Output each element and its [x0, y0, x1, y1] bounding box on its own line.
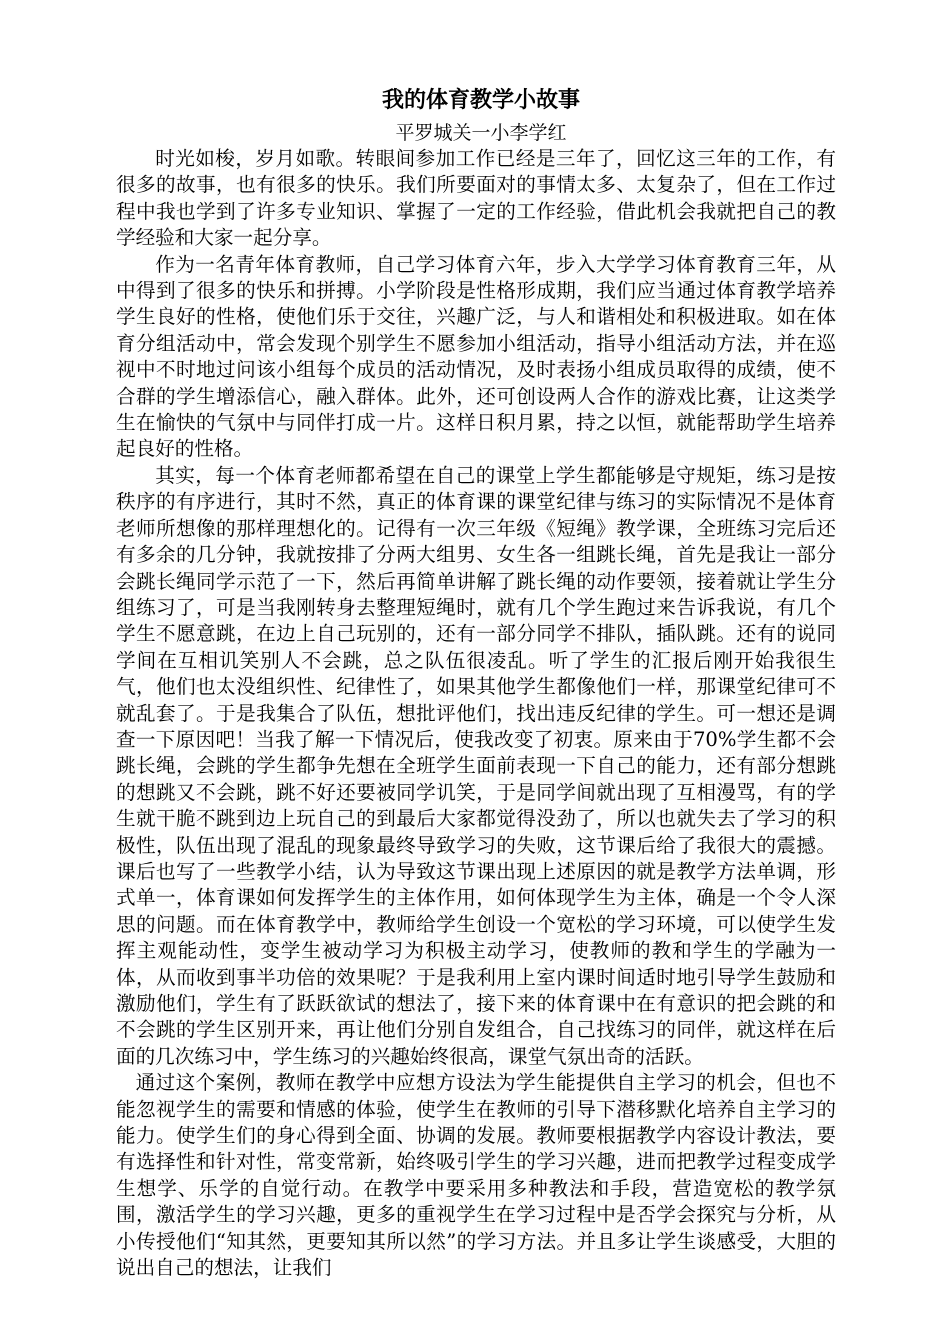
paragraph-4: 通过这个案例，教师在教学中应想方设法为学生能提供自主学习的机会，但也不能忽视学生的需要和情感的体验，使学生在教师的引导下潜移默化培养自主学习的能力。使学生们的身心得到全面、协调的发展。教师要根据教学内容设计教法，要有选择性和针对性，常变常新，始终吸引学生的学习兴趣，进而把教学过程变成学生想学、乐学的自觉行动。在教学中要采用多种教法和手段，营造宽松的教学氛围，激活学生的学习兴趣，更多的重视学生在学习过程中是否学会探究与分析，从小传授他们“知其然，更要知其所以然”的学习方法。并且多让学生谈感受，大胆的说出自己的想法，让我们 — [116, 1071, 836, 1280]
paragraph-3: 其实，每一个体育老师都希望在自己的课堂上学生都能够是守规矩，练习是按秩序的有序进行，其时不然，真正的体育课的课堂纪律与练习的实际情况不是体育老师所想像的那样理想化的。记得有一次三年级《短绳》教学课，全班练习完后还有多余的几分钟，我就按排了分两大组男、女生各一组跳长绳，首先是我让一部分会跳长绳同学示范了一下，然后再简单讲解了跳长绳的动作要领，接着就让学生分组练习了，可是当我刚转身去整理短绳时，就有几个学生跑过来告诉我说，有几个学生不愿意跳，在边上自己玩别的，还有一部分同学不排队，插队跳。还有的说同学间在互相讥笑别人不会跳，总之队伍很凌乱。听了学生的汇报后刚开始我很生气，他们也太没组织性、纪律性了，如果其他学生都像他们一样，那课堂纪律可不就乱套了。于是我集合了队伍，想批评他们，找出违反纪律的学生。可一想还是调查一下原因吧！当我了解一下情况后，使我改变了初衷。原来由于70%学生都不会跳长绳，会跳的学生都争先想在全班学生面前表现一下自己的能力，还有部分想跳的想跳又不会跳，跳不好还要被同学讥笑，于是同学间就出现了互相漫骂，有的学生就干脆不跳到边上玩自己的到最后大家都觉得没劲了，所以也就失去了学习的积极性，队伍出现了混乱的现象最终导致学习的失败，这节课后给了我很大的震撼。课后也写了一些教学小结，认为导致这节课出现上述原因的就是教学方法单调，形式单一，体育课如何发挥学生的主体作用，如何体现学生为主体，确是一个令人深思的问题。而在体育教学中，教师给学生创设一个宽松的学习环境，可以使学生发挥主观能动性，变学生被动学习为积极主动学习，使教师的教和学生的学融为一体，从而收到事半功倍的效果呢？于是我利用上室内课时间适时地引导学生鼓励和激励他们，学生有了跃跃欲试的想法了，接下来的体育课中在有意识的把会跳的和不会跳的学生区别开来，再让他们分别自发组合，自己找练习的同伴，就这样在后面的几次练习中，学生练习的兴趣始终很高，课堂气氛出奇的活跃。 — [116, 463, 836, 1068]
document-title: 我的体育教学小故事 — [381, 87, 580, 113]
document-author: 平罗城关一小李学红 — [395, 122, 567, 144]
paragraph-1: 时光如梭，岁月如歌。转眼间参加工作已经是三年了，回忆这三年的工作，有很多的故事，也有很多的快乐。我们所要面对的事情太多、太复杂了，但在工作过程中我也学到了许多专业知识、掌握了一定的工作经验，借此机会我就把自己的教学经验和大家一起分享。 — [116, 147, 836, 250]
document-page — [116, 80, 836, 1281]
paragraph-2: 作为一名青年体育教师，自己学习体育六年，步入大学学习体育教育三年，从中得到了很多的快乐和拼搏。小学阶段是性格形成期，我们应当通过体育教学培养学生良好的性格，使他们乐于交往，兴趣广泛，与人和谐相处和积极进取。如在体育分组活动中，常会发现个别学生不愿参加小组活动，指导小组活动方法，并在巡视中不时地过问该小组每个成员的活动情况，及时表扬小组成员取得的成绩，使不合群的学生增添信心，融入群体。此外，还可创设两人合作的游戏比赛，让这类学生在愉快的气氛中与同伴打成一片。这样日积月累，持之以恒，就能帮助学生培养起良好的性格。 — [116, 252, 836, 461]
